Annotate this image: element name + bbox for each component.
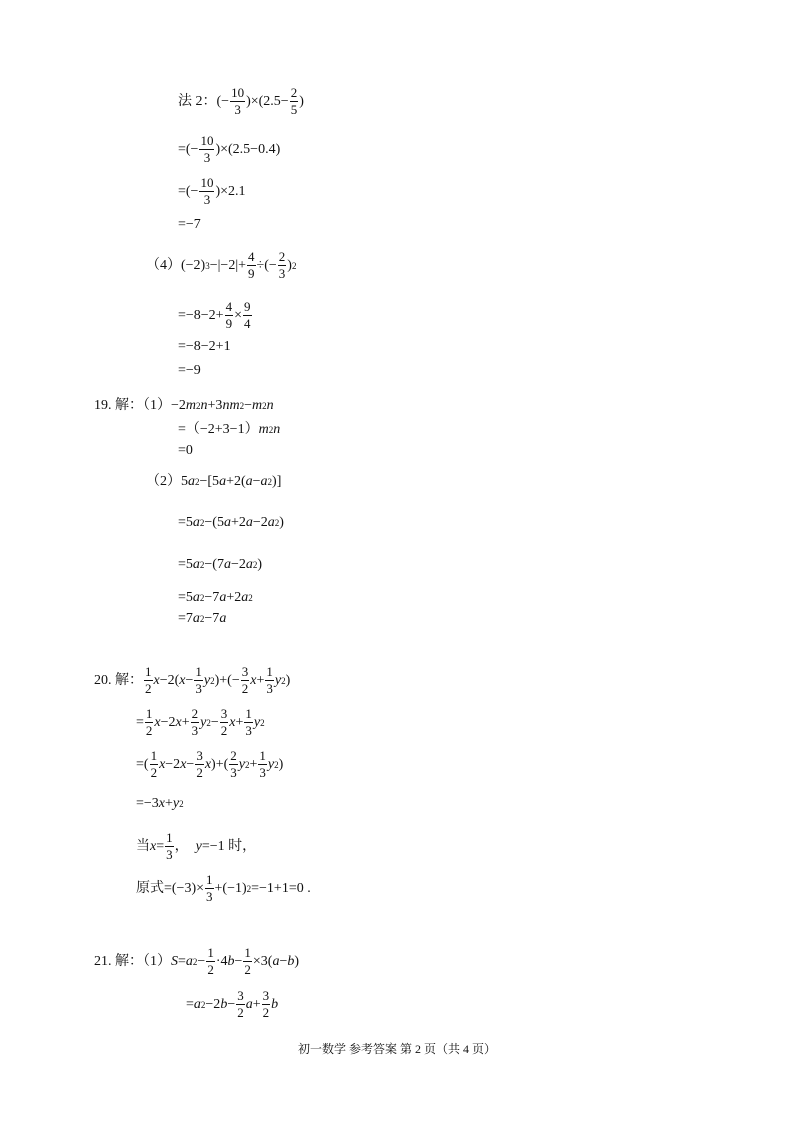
line-step-2: =(− $\frac{10}{3}$ )×2.1 xyxy=(178,175,246,207)
line-q20-condition: 当 x = $\frac{1}{3}$ ， y =−1 时， xyxy=(136,830,257,862)
line-q21: 21. 解：（1） S = a 2 − $\frac{1}{2}$ ·4 b − $\frac{1}{2}$ ×3( a − b ) xyxy=(94,945,300,977)
line-q4-step-3: =−9 xyxy=(178,363,201,378)
line-q19-1-step-1: =（−2+3−1） m 2 n xyxy=(178,422,281,437)
line-q4-step-1: =−8−2+ $\frac{4}{9}$ × $\frac{9}{4}$ xyxy=(178,299,251,331)
line-q19-2-step-3: =5 a 2 −7 a +2 a 2 xyxy=(178,590,253,605)
line-q19-2: （2）5 a 2 −[5 a +2( a − a 2 )] xyxy=(146,474,282,489)
line-q19-2-step-4: =7 a 2 −7 a xyxy=(178,611,227,626)
line-q20-step-3: =−3 x + y 2 xyxy=(136,796,184,811)
line-q4: （4）(−2) 3 −|−2|+ $\frac{4}{9}$ ÷(− $\frac{2}{3}$ ) 2 xyxy=(146,249,297,281)
line-q20-step-1: = $\frac{1}{2}$ x −2 x + $\frac{2}{3}$ y 2 − $\frac{3}{2}$ x + $\frac{1}{3}$ y 2 xyxy=(136,706,265,738)
line-q20-step-2: =( $\frac{1}{2}$ x −2 x − $\frac{3}{2}$ x )+( $\frac{2}{3}$ y 2 + $\frac{1}{3}$ y 2 ) xyxy=(136,748,284,780)
line-q20-result: 原式=(−3)× $\frac{1}{3}$ +(−1) 2 =−1+1=0 . xyxy=(136,872,311,904)
line-step-1: =(− $\frac{10}{3}$ )×(2.5−0.4) xyxy=(178,133,281,165)
line-q20: 20. 解： $\frac{1}{2}$ x −2( x − $\frac{1}{3}$ y 2 )+(− $\frac{3}{2}$ x + $\frac{1}{3}$ y 2 ) xyxy=(94,664,291,696)
line-q19-1: 19. 解：（1）−2 m 2 n +3 nm 2 − m 2 n xyxy=(94,398,274,413)
page-footer: 初一数学 参考答案 第 2 页（共 4 页） xyxy=(297,1042,496,1056)
line-step-3: =−7 xyxy=(178,217,201,232)
line-q19-2-step-1: =5 a 2 −(5 a +2 a −2 a 2 ) xyxy=(178,515,284,530)
line-q19-1-step-2: =0 xyxy=(178,443,193,458)
line-q4-step-2: =−8−2+1 xyxy=(178,339,231,354)
line-q19-2-step-2: =5 a 2 −(7 a −2 a 2 ) xyxy=(178,557,263,572)
line-method2: 法 2：(− $\frac{10}{3}$ )×(2.5− $\frac{2}{5}$ ) xyxy=(178,85,304,117)
line-q21-step-1: = a 2 −2 b − $\frac{3}{2}$ a + $\frac{3}{2}$ b xyxy=(186,988,279,1020)
